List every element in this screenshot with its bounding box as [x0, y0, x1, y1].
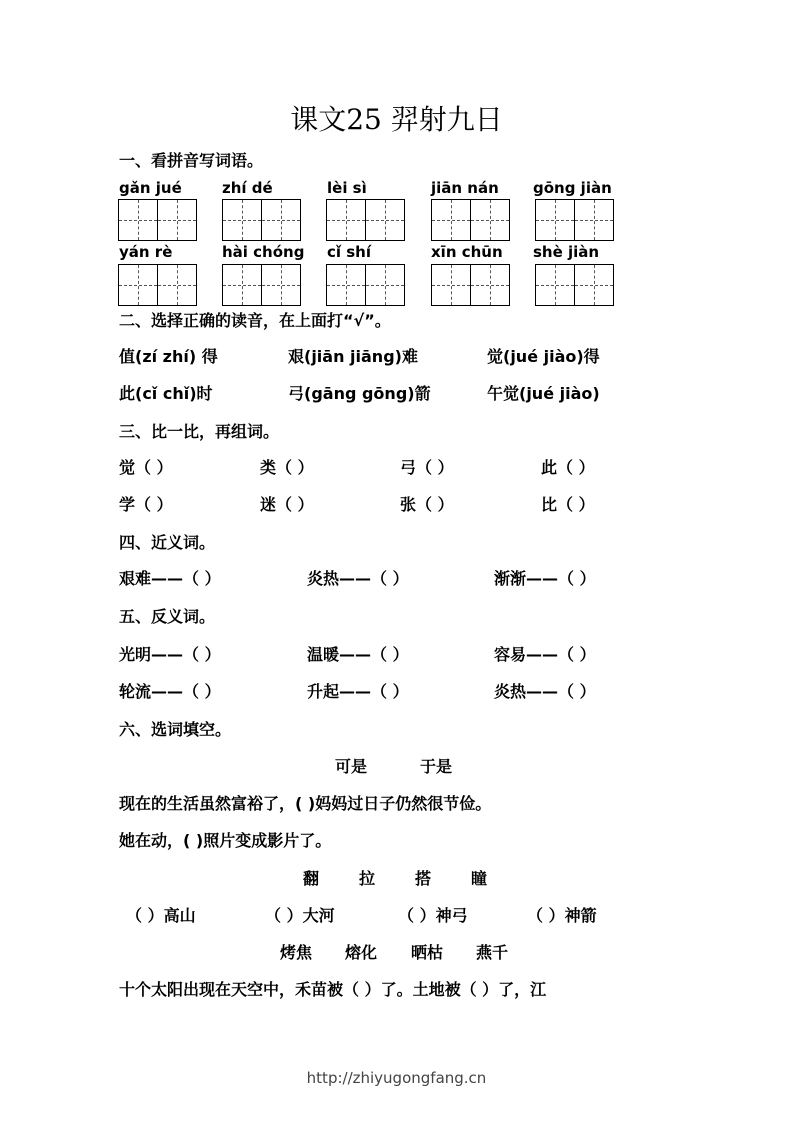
option-word: 可是: [335, 757, 368, 776]
tian-grid-box[interactable]: [431, 199, 510, 241]
pinyin-label: zhí dé: [222, 179, 273, 197]
choice-item[interactable]: 弓(gāng gōng)箭: [288, 384, 431, 403]
antonym-blank[interactable]: 轮流——（ ）: [119, 682, 221, 701]
choice-item[interactable]: 觉(jué jiào)得: [487, 347, 600, 366]
synonym-blank[interactable]: 艰难——（ ）: [119, 569, 221, 588]
fill-sentence[interactable]: 十个太阳出现在天空中，禾苗被（ ）了。土地被（ ）了，江: [119, 980, 547, 999]
section-2-heading: 二、选择正确的读音，在上面打“√”。: [119, 311, 391, 330]
tian-grid-box[interactable]: [222, 199, 301, 241]
word-blank[interactable]: 张（ ）: [400, 495, 454, 514]
word-blank[interactable]: （ ）神箭: [527, 906, 597, 925]
choice-item[interactable]: 值(zí zhí) 得: [119, 347, 218, 366]
antonym-blank[interactable]: 炎热——（ ）: [494, 682, 596, 701]
fill-sentence[interactable]: 现在的生活虽然富裕了，( )妈妈过日子仍然很节俭。: [119, 794, 492, 813]
choice-item[interactable]: 此(cǐ chǐ)时: [119, 384, 213, 403]
word-blank[interactable]: （ ）神弓: [398, 906, 468, 925]
pinyin-label: lèi sì: [327, 179, 367, 197]
tian-grid-box[interactable]: [431, 264, 510, 306]
page-title: 课文25 羿射九日: [290, 103, 503, 136]
word-blank[interactable]: 比（ ）: [541, 495, 595, 514]
pinyin-label: xīn chūn: [431, 243, 503, 261]
option-word: 于是: [420, 757, 453, 776]
pinyin-label: gōng jiàn: [533, 179, 612, 197]
antonym-blank[interactable]: 温暖——（ ）: [307, 645, 409, 664]
pinyin-label: jiān nán: [431, 179, 499, 197]
pinyin-label: gǎn jué: [119, 179, 182, 197]
word-blank[interactable]: 学（ ）: [119, 495, 173, 514]
word-blank[interactable]: 此（ ）: [541, 458, 595, 477]
pinyin-label: yán rè: [119, 243, 173, 261]
pinyin-label: cǐ shí: [327, 243, 372, 261]
antonym-blank[interactable]: 升起——（ ）: [307, 682, 409, 701]
tian-grid-box[interactable]: [535, 199, 614, 241]
option-word: 搭: [415, 869, 432, 888]
pinyin-label: shè jiàn: [533, 243, 600, 261]
choice-item[interactable]: 艰(jiān jiāng)难: [288, 347, 418, 366]
option-word: 燕千: [476, 943, 509, 962]
tian-grid-box[interactable]: [326, 264, 405, 306]
option-word: 熔化: [345, 943, 378, 962]
tian-grid-box[interactable]: [326, 199, 405, 241]
choice-item[interactable]: 午觉(jué jiào): [487, 384, 600, 403]
word-blank[interactable]: 类（ ）: [260, 458, 314, 477]
fill-sentence[interactable]: 她在动，( )照片变成影片了。: [119, 831, 332, 850]
option-word: 翻: [303, 869, 320, 888]
antonym-blank[interactable]: 光明——（ ）: [119, 645, 221, 664]
synonym-blank[interactable]: 炎热——（ ）: [307, 569, 409, 588]
section-4-heading: 四、近义词。: [119, 533, 216, 552]
word-blank[interactable]: 弓（ ）: [400, 458, 454, 477]
option-word: 拉: [359, 869, 376, 888]
word-blank[interactable]: （ ）高山: [126, 906, 196, 925]
word-blank[interactable]: 迷（ ）: [260, 495, 314, 514]
tian-grid-box[interactable]: [535, 264, 614, 306]
section-6-heading: 六、选词填空。: [119, 720, 232, 739]
option-word: 瞳: [471, 869, 488, 888]
tian-grid-box[interactable]: [118, 199, 197, 241]
tian-grid-box[interactable]: [118, 264, 197, 306]
pinyin-label: hài chóng: [222, 243, 305, 261]
word-blank[interactable]: 觉（ ）: [119, 458, 173, 477]
section-5-heading: 五、反义词。: [119, 607, 216, 626]
footer-url: http://zhiyugongfang.cn: [306, 1069, 487, 1087]
antonym-blank[interactable]: 容易——（ ）: [494, 645, 596, 664]
tian-grid-box[interactable]: [222, 264, 301, 306]
section-1-heading: 一、看拼音写词语。: [119, 151, 264, 170]
option-word: 晒枯: [411, 943, 444, 962]
synonym-blank[interactable]: 渐渐——（ ）: [494, 569, 596, 588]
option-word: 烤焦: [280, 943, 313, 962]
section-3-heading: 三、比一比，再组词。: [119, 422, 280, 441]
word-blank[interactable]: （ ）大河: [265, 906, 335, 925]
